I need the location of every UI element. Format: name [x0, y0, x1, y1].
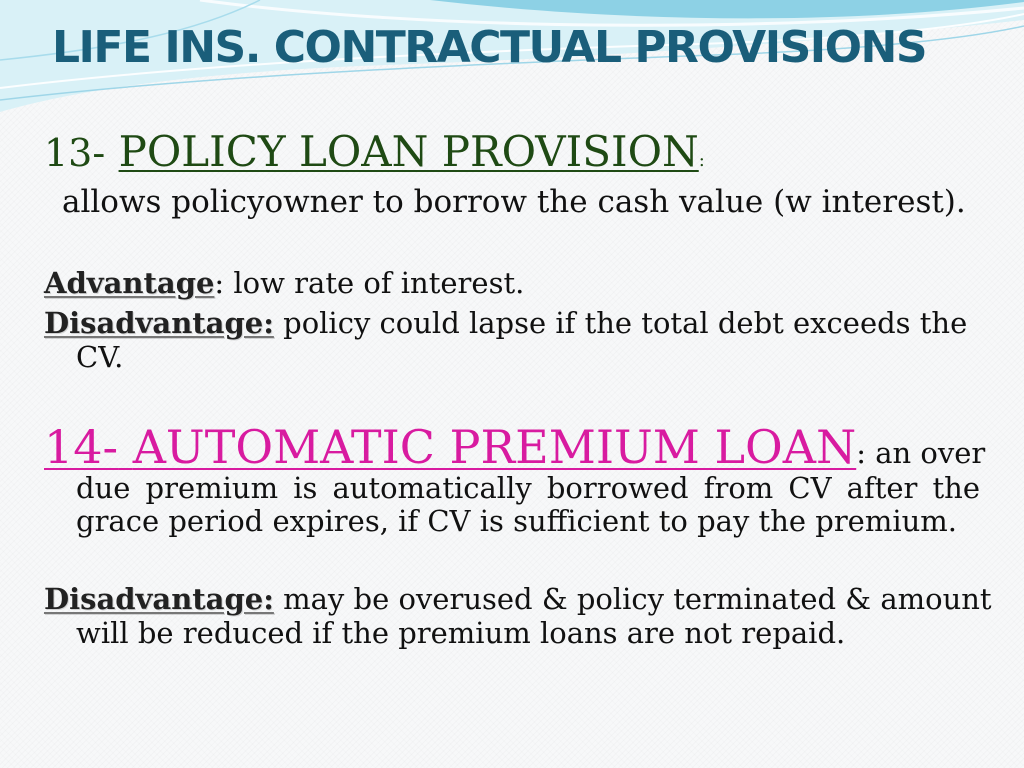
- section-13-heading: [44, 128, 705, 185]
- disadvantage-14-label: Disadvantage:: [44, 582, 274, 616]
- section-14-number: 14-: [44, 420, 119, 474]
- slide-title: LIFE INS. CONTRACTUAL PROVISIONS: [52, 22, 927, 73]
- advantage-label: Advantage: [44, 266, 215, 300]
- advantage-text: : low rate of interest.: [214, 266, 525, 300]
- advantage-line: [44, 266, 524, 300]
- section-14-title-text: AUTOMATIC PREMIUM LOAN: [132, 420, 857, 474]
- section-13-definition: allows policyowner to borrow the cash value (w interest).: [62, 184, 966, 220]
- section-14-heading-suffix: : an over: [856, 436, 986, 470]
- section-13-number: 13-: [44, 131, 106, 175]
- disadvantage-13-line: [44, 306, 967, 340]
- section-14-title: [44, 420, 856, 474]
- disadvantage-14-line: [44, 582, 992, 616]
- section-13-title: POLICY LOAN PROVISION: [118, 127, 699, 176]
- disadvantage-13-label: Disadvantage:: [44, 306, 274, 340]
- disadvantage-14-text-continued: will be reduced if the premium loans are not repaid.: [76, 616, 846, 650]
- disadvantage-13-text-continued: CV.: [76, 340, 124, 374]
- section-13-colon: :: [698, 150, 705, 171]
- section-14-body: due premium is automatically borrowed from CV after the grace period expires, if CV is sufficient to pay the premium.: [76, 471, 980, 538]
- disadvantage-14-text: may be overused & policy terminated & amount: [283, 582, 992, 616]
- disadvantage-13-text: policy could lapse if the total debt exceeds the: [283, 306, 968, 340]
